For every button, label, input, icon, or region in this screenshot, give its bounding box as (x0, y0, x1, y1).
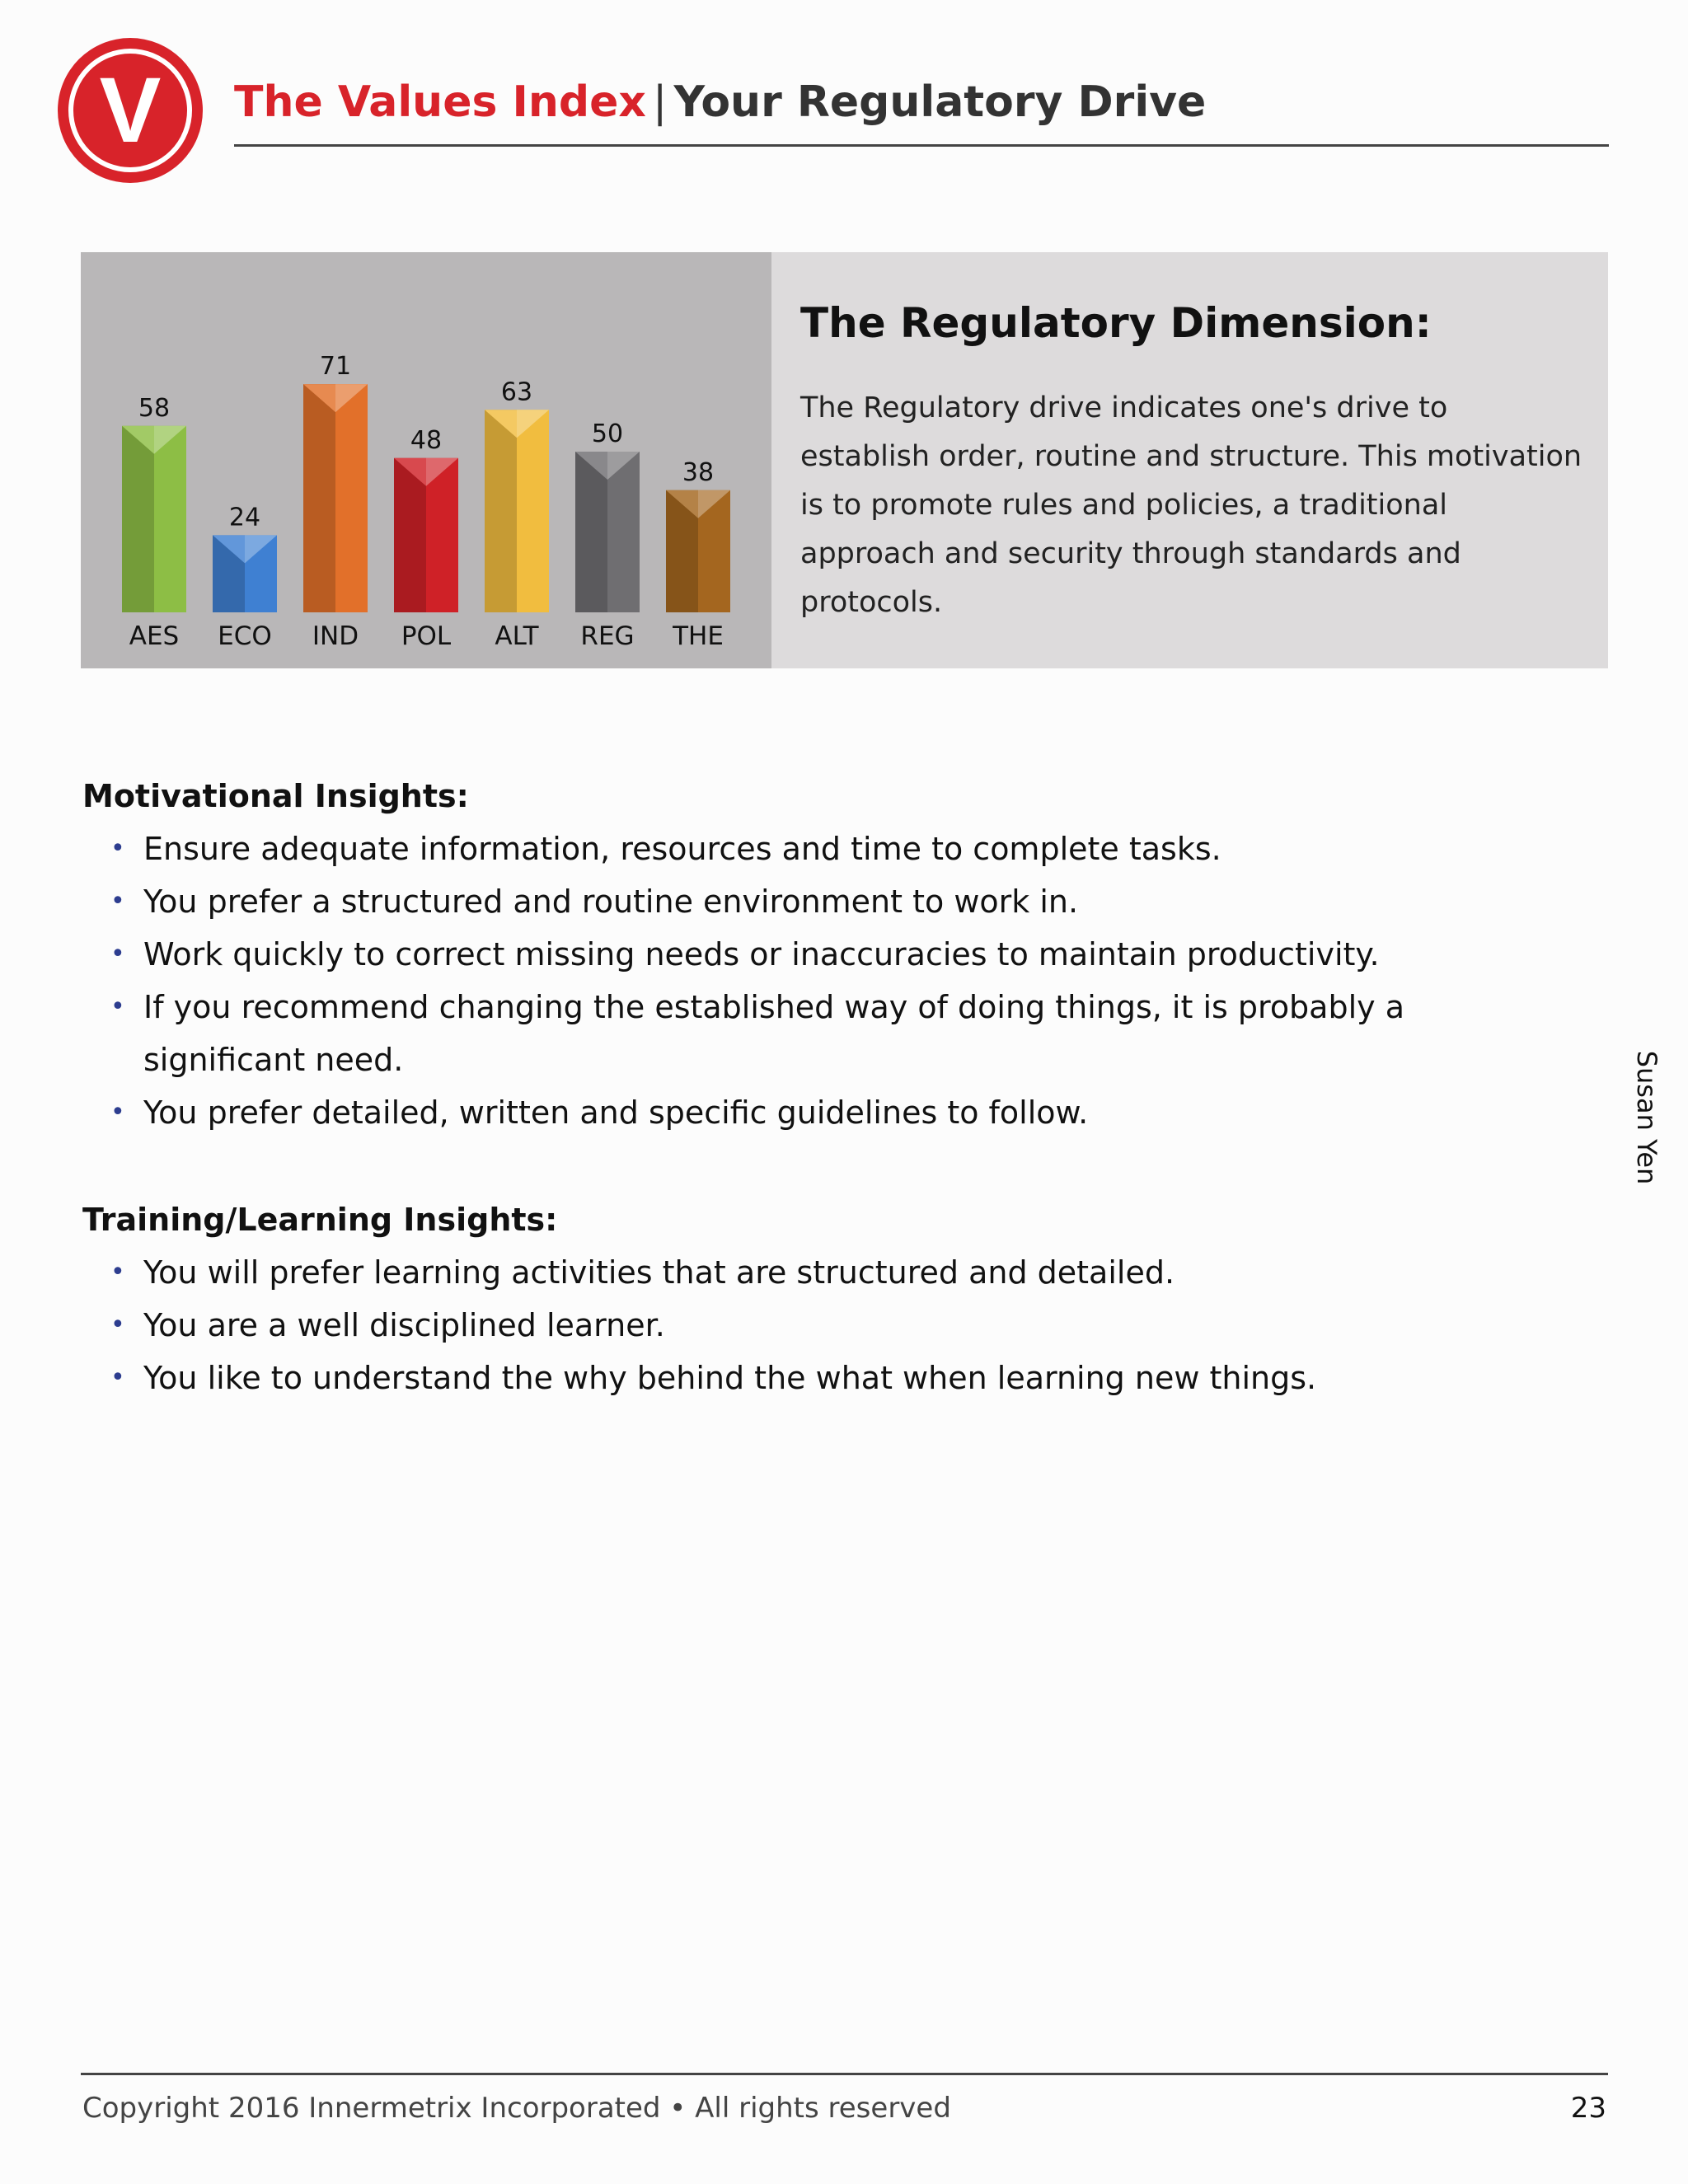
motivational-insights-list (82, 823, 1533, 1139)
bar-value-label: 71 (319, 352, 352, 382)
bar-ind (303, 352, 368, 651)
bar-aes (122, 394, 186, 651)
training-insights-list (82, 1246, 1533, 1404)
dimension-description-box (771, 252, 1608, 668)
bar-category-label: AES (129, 621, 180, 651)
bar-category-label: ECO (218, 621, 272, 651)
dimension-panel (81, 252, 1608, 668)
title-separator: | (652, 77, 668, 127)
respondent-name: Susan Yen (1631, 1050, 1662, 1185)
bullet-icon: • (110, 1363, 125, 1392)
bar-face-right (517, 410, 549, 612)
bullet-icon: • (110, 992, 125, 1021)
bar-face-right (335, 384, 368, 612)
list-item (82, 1246, 1533, 1299)
bullet-icon: • (110, 1310, 125, 1339)
values-index-logo (56, 36, 204, 185)
bullet-icon: • (110, 940, 125, 968)
bar-value-label: 48 (410, 425, 443, 455)
bar-category-label: REG (580, 621, 635, 651)
training-insights-title: Training/Learning Insights: (82, 1202, 558, 1238)
header-divider (234, 144, 1609, 147)
bullet-icon: • (110, 887, 125, 916)
copyright-text: Copyright 2016 Innermetrix Incorporated • All rights reserved (82, 2092, 951, 2125)
bar-category-label: POL (401, 621, 452, 651)
bar-value-label: 63 (500, 377, 533, 407)
bar-category-label: THE (673, 621, 724, 651)
bar-face-left (485, 410, 517, 612)
page-title: Your Regulatory Drive (673, 77, 1207, 127)
bar-value-label: 38 (682, 457, 715, 487)
list-item (82, 875, 1533, 928)
bar-face-right (154, 426, 186, 612)
bar-value-label: 50 (591, 419, 624, 448)
values-bar-chart (81, 252, 771, 668)
page-header (234, 73, 1206, 132)
list-item (82, 823, 1533, 875)
bullet-icon: • (110, 1258, 125, 1286)
list-item-text: If you recommend changing the established way of doing things, it is probably a significant need. (143, 989, 1405, 1078)
list-item (82, 928, 1533, 981)
logo-letter: V (99, 59, 162, 162)
motivational-insights-title: Motivational Insights: (82, 778, 469, 814)
bar-eco (213, 503, 277, 651)
list-item (82, 1086, 1533, 1139)
bar-the (666, 458, 730, 651)
bar-alt (485, 377, 549, 651)
bar-value-label: 58 (138, 393, 171, 423)
bar-pol (394, 426, 458, 651)
bar-face-left (122, 426, 154, 612)
page-number: 23 (1570, 2092, 1606, 2125)
list-item-text: You prefer a structured and routine environment to work in. (143, 883, 1079, 920)
list-item (82, 1299, 1533, 1352)
bar-value-label: 24 (228, 503, 261, 532)
dimension-description: The Regulatory drive indicates one's drive to establish order, routine and structure. This motivation is to promote rules and policies, a traditional approach and security through standards and protocols. (800, 391, 1582, 619)
bar-reg (575, 419, 640, 651)
list-item-text: Work quickly to correct missing needs or inaccuracies to maintain productivity. (143, 936, 1380, 972)
bullet-icon: • (110, 1098, 125, 1127)
list-item-text: You like to understand the why behind the what when learning new things. (143, 1360, 1317, 1396)
dimension-title: The Regulatory Dimension: (800, 299, 1432, 347)
list-item-text: You will prefer learning activities that are structured and detailed. (143, 1254, 1175, 1291)
bar-face-left (303, 384, 335, 612)
bar-face-left (575, 452, 607, 612)
list-item-text: You prefer detailed, written and specific guidelines to follow. (143, 1094, 1089, 1131)
brand-title: The Values Index (234, 77, 646, 127)
list-item (82, 1352, 1533, 1404)
list-item (82, 981, 1533, 1086)
bar-category-label: IND (312, 621, 359, 651)
footer-divider (81, 2073, 1608, 2075)
list-item-text: You are a well disciplined learner. (143, 1307, 665, 1343)
list-item-text: Ensure adequate information, resources and time to complete tasks. (143, 831, 1221, 867)
bullet-icon: • (110, 834, 125, 863)
chart-svg (81, 252, 771, 668)
bar-category-label: ALT (495, 621, 539, 651)
bar-face-right (607, 452, 640, 612)
